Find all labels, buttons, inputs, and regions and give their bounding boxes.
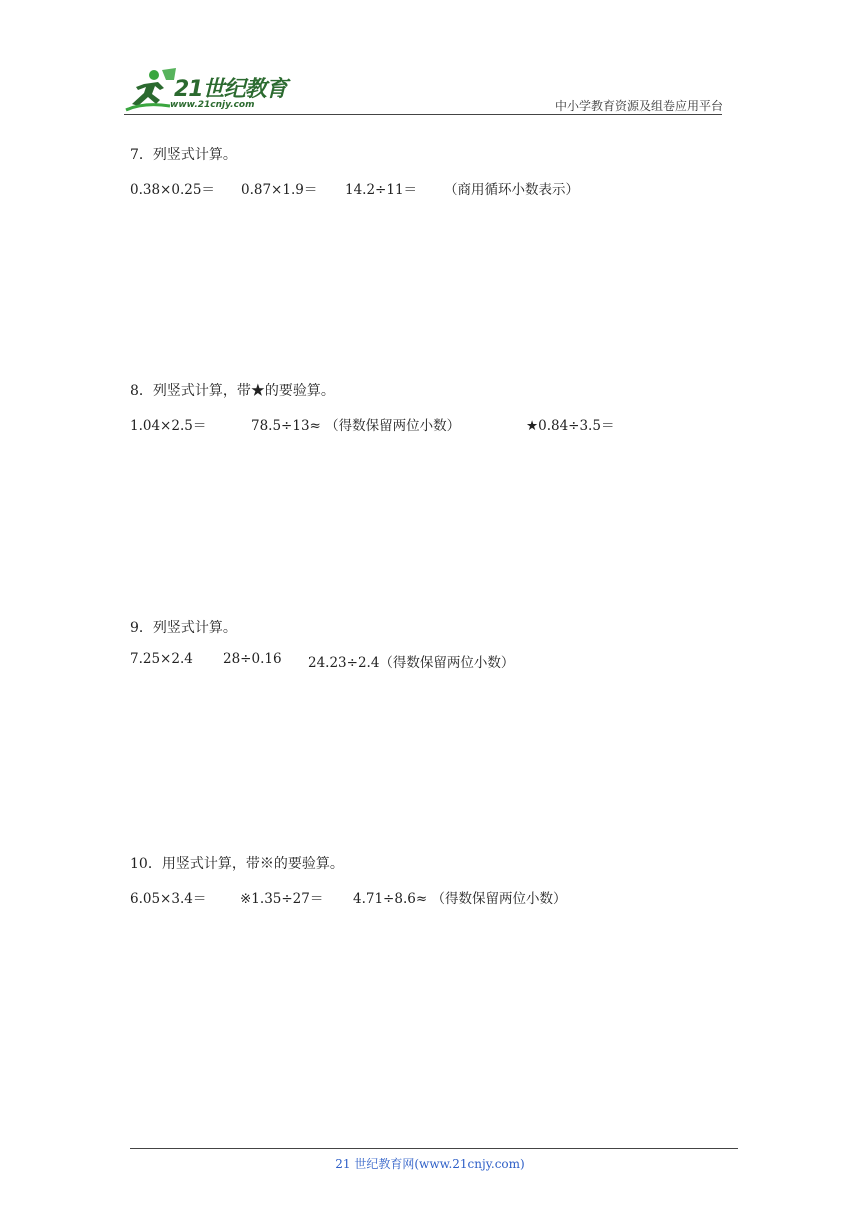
header-slogan: 中小学教育资源及组卷应用平台	[554, 99, 723, 113]
header-divider	[124, 114, 722, 115]
question-10-title: 10．用竖式计算，带※的要验算。	[130, 856, 344, 872]
question-7-item-2: 0.87×1.9＝	[241, 182, 318, 198]
question-7-item-3: 14.2÷11＝	[345, 182, 418, 198]
question-10-item-3: 4.71÷8.6≈ （得数保留两位小数）	[353, 891, 567, 907]
question-9-title: 9．列竖式计算。	[130, 620, 237, 636]
question-9-item-1: 7.25×2.4	[130, 651, 193, 667]
question-7-item-1: 0.38×0.25＝	[130, 182, 215, 198]
footer-link[interactable]: 21 世纪教育网(www.21cnjy.com)	[335, 1157, 525, 1171]
logo-url: www.21cnjy.com	[170, 100, 255, 110]
question-10-item-1: 6.05×3.4＝	[130, 891, 207, 907]
question-9-item-3: 24.23÷2.4（得数保留两位小数）	[308, 655, 515, 671]
question-7-note: （商用循环小数表示）	[444, 182, 579, 198]
question-8-item-1: 1.04×2.5＝	[130, 418, 207, 434]
question-10-item-2: ※1.35÷27＝	[240, 891, 324, 907]
question-8-item-3: ★0.84÷3.5＝	[526, 418, 615, 434]
site-logo	[124, 66, 294, 116]
footer-divider	[130, 1148, 738, 1149]
question-9-item-2: 28÷0.16	[223, 651, 282, 667]
question-8-item-2: 78.5÷13≈ （得数保留两位小数）	[251, 418, 461, 434]
question-7-title: 7．列竖式计算。	[130, 147, 237, 163]
logo-text: 21世纪教育	[174, 77, 287, 102]
question-8-title: 8．列竖式计算，带★的要验算。	[130, 383, 335, 399]
